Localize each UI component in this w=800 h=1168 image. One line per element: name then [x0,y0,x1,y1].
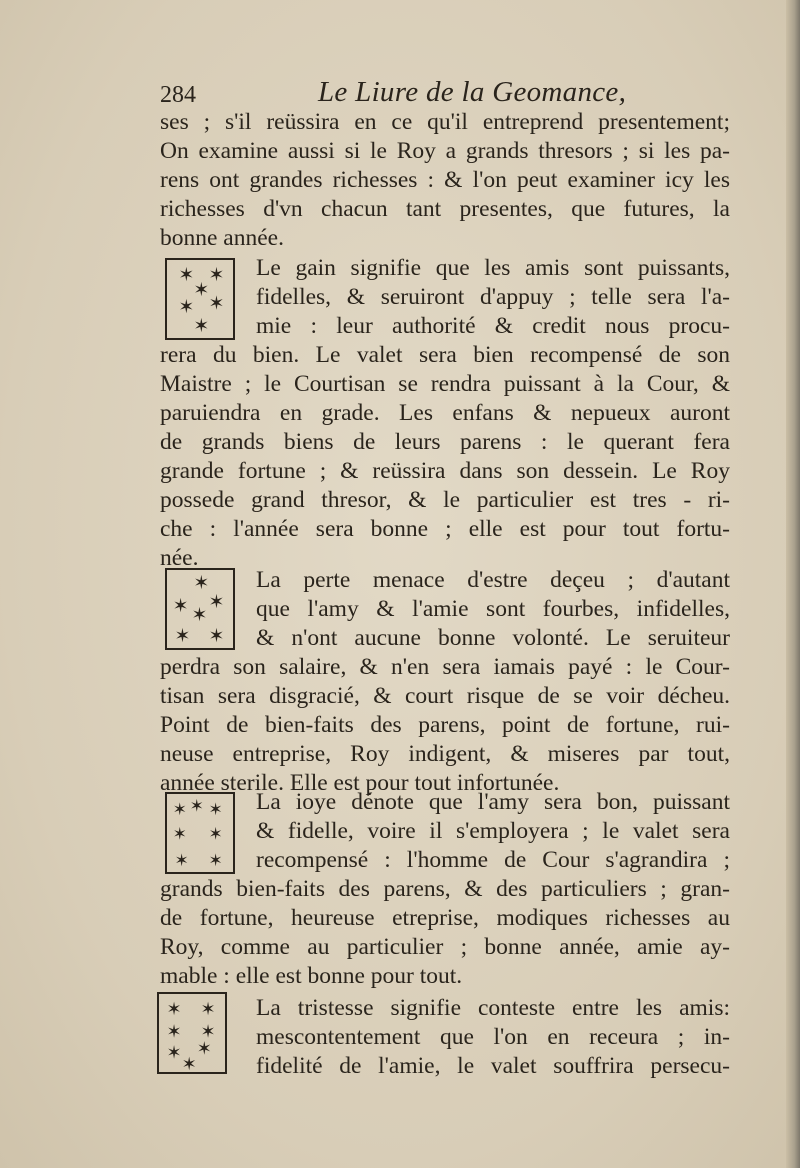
text-line: La tristesse signifie conteste entre les amis: [256,995,730,1021]
svg-text:✶: ✶ [172,824,187,844]
text-line: On examine aussi si le Roy a grands thresors ; si les pa- [160,138,730,164]
svg-text:✶: ✶ [208,800,223,820]
svg-text:✶: ✶ [174,626,191,647]
text-line: rens ont grandes richesses : & l'on peut examiner icy les [160,167,730,193]
svg-text:✶: ✶ [189,796,204,816]
text-line: de grands biens de leurs parens : le querant fera [160,429,730,455]
svg-text:✶: ✶ [208,626,225,647]
page-gutter [786,0,800,1168]
text-line: che : l'année sera bonne ; elle est pour tout fortu- [160,516,730,542]
text-line: ses ; s'il reüssira en ce qu'il entreprend presentement; [160,109,730,135]
text-line: richesses d'vn chacun tant presentes, que futures, la [160,196,730,222]
svg-text:✶: ✶ [193,316,210,337]
text-line: neuse entreprise, Roy indigent, & miseres par tout, [160,741,730,767]
paragraph-la-perte [160,566,730,798]
text-line: perdra son salaire, & n'en sera iamais payé : le Cour- [160,654,730,680]
text-line: grande fortune ; & reüssira dans son dessein. Le Roy [160,458,730,484]
svg-text:✶: ✶ [191,605,208,627]
text-line: de fortune, heureuse etreprise, modiques richesses au [160,905,730,931]
text-line: grands bien-faits des parens, & des particuliers ; gran- [160,876,730,902]
text-line: & n'ont aucune bonne volonté. Le seruiteur [256,625,730,651]
svg-text:✶: ✶ [172,595,189,617]
svg-text:✶: ✶ [208,265,225,287]
text-line: paruiendra en grade. Les enfans & nepueux auront [160,400,730,426]
text-line: Roy, comme au particulier ; bonne année, amie ay- [160,934,730,960]
svg-text:✶: ✶ [178,297,195,319]
svg-text:✶: ✶ [200,999,216,1020]
text-line: née. [160,545,199,571]
svg-text:✶: ✶ [208,592,225,614]
text-line: La ioye dénote que l'amy sera bon, puissant [256,789,730,815]
svg-text:✶: ✶ [166,1042,182,1063]
svg-text:✶: ✶ [166,999,182,1020]
svg-text:✶: ✶ [208,824,223,844]
text-line: mie : leur authorité & credit nous procu- [256,313,730,339]
paragraph-le-gain [160,254,730,573]
svg-text:✶: ✶ [208,293,225,315]
text-line: fidelles, & seruiront d'appuy ; telle sera l'a- [256,284,730,310]
text-line: Le gain signifie que les amis sont puissants, [256,255,730,281]
text-line: possede grand thresor, & le particulier est tres - ri- [160,487,730,513]
svg-text:✶: ✶ [181,1053,197,1072]
text-line: recompensé : l'homme de Cour s'agrandira ; [256,847,730,873]
text-line: année sterile. Elle est pour tout infortunée. [160,770,560,796]
svg-text:✶: ✶ [166,1021,182,1042]
svg-text:✶: ✶ [174,851,189,870]
text-line: Point de bien-faits des parens, point de fortune, rui- [160,712,730,738]
paragraph-la-tristesse [160,994,730,1081]
text-line: bonne année. [160,225,284,251]
text-line: rera du bien. Le valet sera bien recompensé de son [160,342,730,368]
svg-text:✶: ✶ [178,265,195,287]
paragraph-la-ioye [160,788,730,991]
svg-text:✶: ✶ [196,1038,212,1059]
svg-text:✶: ✶ [193,573,210,595]
svg-text:✶: ✶ [200,1021,216,1042]
running-title: Le Liure de la Geomance, [318,76,627,108]
text-line: tisan sera disgracié, & court risque de se voir décheu. [160,683,730,709]
text-line: Maistre ; le Courtisan se rendra puissant à la Cour, & [160,371,730,397]
svg-text:✶: ✶ [208,851,223,870]
text-line: mable : elle est bonne pour tout. [160,963,463,989]
text-line: fidelité de l'amie, le valet souffrira persecu- [256,1053,730,1079]
text-line: que l'amy & l'amie sont fourbes, infidelles, [256,596,730,622]
svg-text:✶: ✶ [172,800,187,820]
text-line: & fidelle, voire il s'employera ; le valet sera [256,818,730,844]
page-number: 284 [160,82,196,108]
text-line: La perte menace d'estre deçeu ; d'autant [256,567,730,593]
text-line: mescontentement que l'on en receura ; in- [256,1024,730,1050]
paragraph-continuation [160,108,730,253]
svg-text:✶: ✶ [193,280,210,302]
